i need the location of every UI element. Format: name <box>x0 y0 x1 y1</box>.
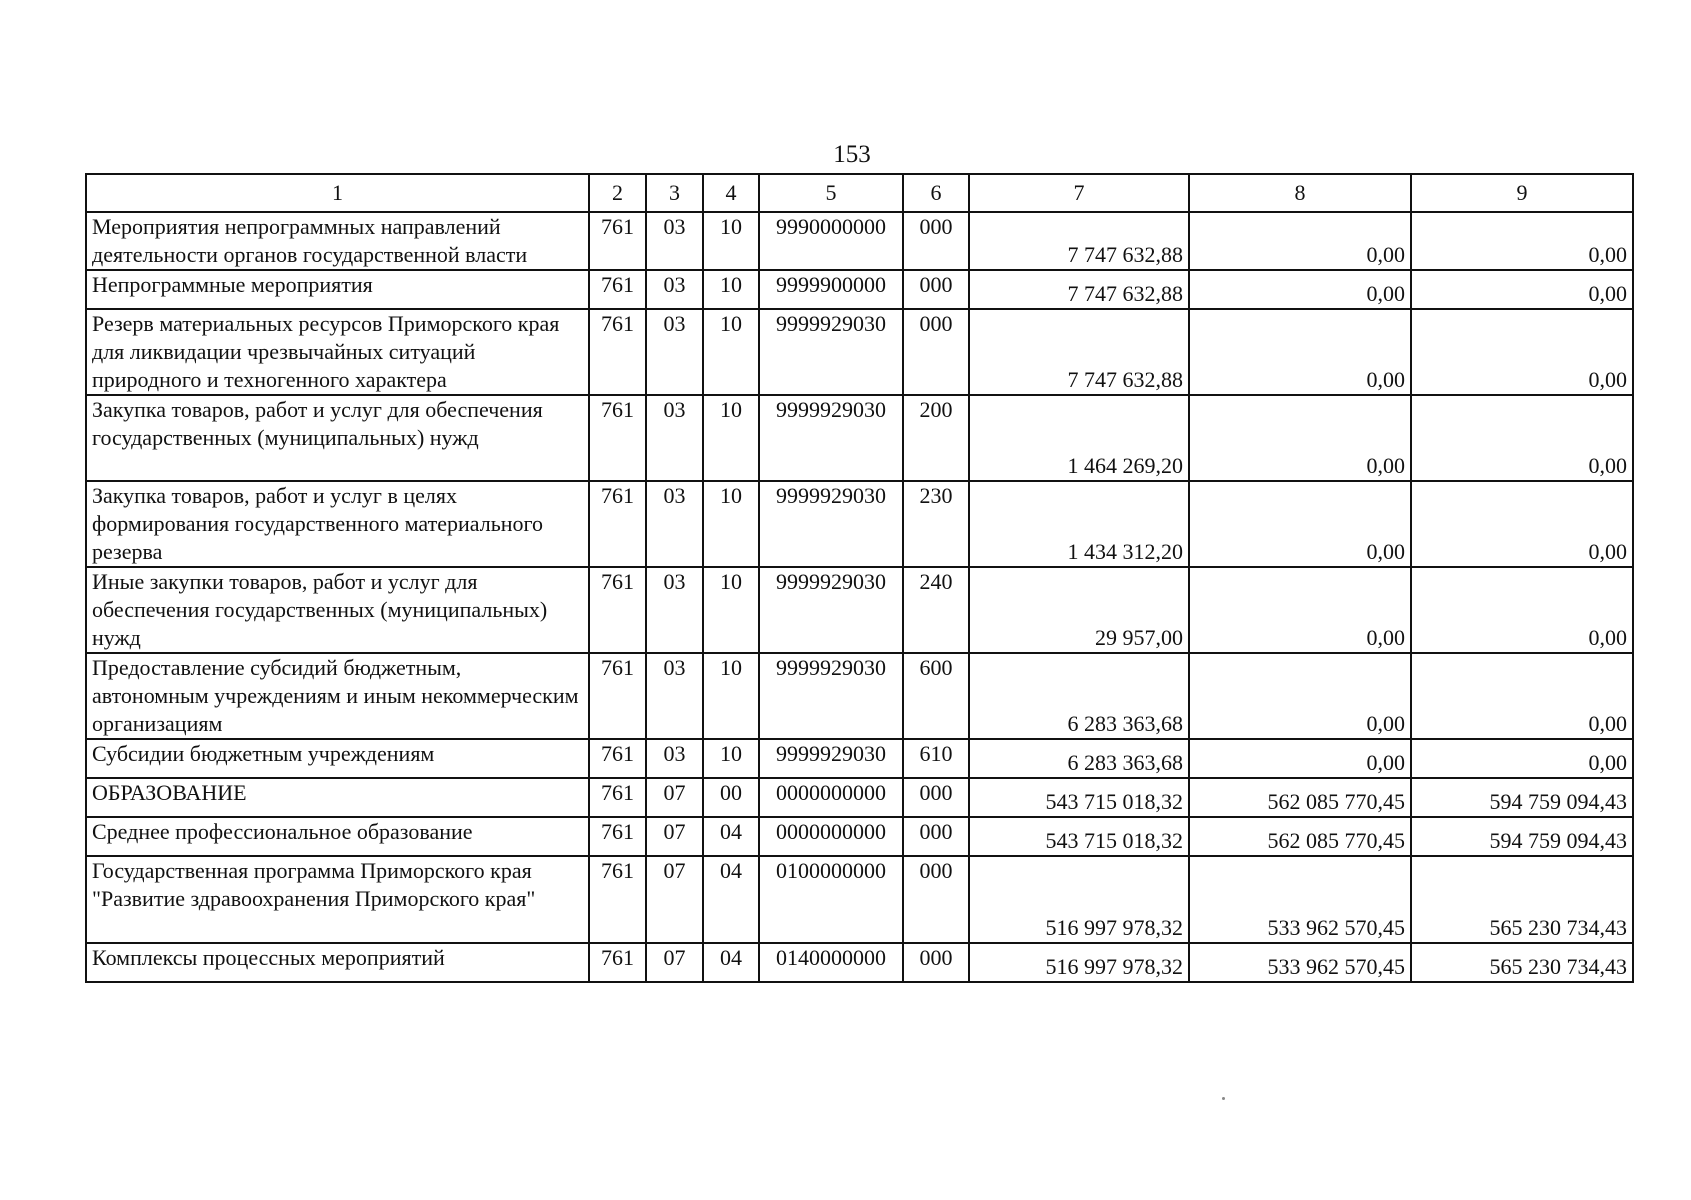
code-cell: 600 <box>903 653 969 739</box>
header-col-3: 3 <box>646 174 703 212</box>
code-cell: 10 <box>703 395 759 481</box>
amount-cell: 562 085 770,45 <box>1189 817 1411 856</box>
code-cell: 761 <box>589 212 646 270</box>
amount-cell: 543 715 018,32 <box>969 817 1189 856</box>
code-cell: 000 <box>903 212 969 270</box>
amount-cell: 0,00 <box>1411 481 1633 567</box>
row-name-cell: Резерв материальных ресурсов Приморского края для ликвидации чрезвычайных ситуаций природного и техногенного характера <box>86 309 589 395</box>
amount-cell: 29 957,00 <box>969 567 1189 653</box>
amount-cell: 0,00 <box>1411 653 1633 739</box>
code-cell: 04 <box>703 856 759 943</box>
code-cell: 04 <box>703 817 759 856</box>
row-name-cell: Среднее профессиональное образование <box>86 817 589 856</box>
header-row <box>86 174 1633 212</box>
code-cell: 07 <box>646 817 703 856</box>
row-name-cell: Субсидии бюджетным учреждениям <box>86 739 589 778</box>
header-col-8: 8 <box>1189 174 1411 212</box>
code-cell: 10 <box>703 567 759 653</box>
page-number: 153 <box>833 141 871 168</box>
table-row <box>86 567 1633 653</box>
header-col-2: 2 <box>589 174 646 212</box>
header-col-9: 9 <box>1411 174 1633 212</box>
amount-cell: 0,00 <box>1189 481 1411 567</box>
code-cell: 761 <box>589 817 646 856</box>
header-col-7: 7 <box>969 174 1189 212</box>
code-cell: 07 <box>646 778 703 817</box>
amount-cell: 516 997 978,32 <box>969 943 1189 982</box>
amount-cell: 543 715 018,32 <box>969 778 1189 817</box>
code-cell: 9999900000 <box>759 270 903 309</box>
code-cell: 00 <box>703 778 759 817</box>
code-cell: 240 <box>903 567 969 653</box>
amount-cell: 7 747 632,88 <box>969 309 1189 395</box>
code-cell: 761 <box>589 481 646 567</box>
amount-cell: 594 759 094,43 <box>1411 778 1633 817</box>
amount-cell: 0,00 <box>1411 739 1633 778</box>
amount-cell: 0,00 <box>1411 309 1633 395</box>
table-row <box>86 653 1633 739</box>
code-cell: 04 <box>703 943 759 982</box>
amount-cell: 533 962 570,45 <box>1189 943 1411 982</box>
code-cell: 03 <box>646 481 703 567</box>
budget-table <box>85 173 1634 983</box>
code-cell: 07 <box>646 856 703 943</box>
code-cell: 07 <box>646 943 703 982</box>
row-name-cell: Предоставление субсидий бюджетным, автономным учреждениям и иным некоммерческим организациям <box>86 653 589 739</box>
amount-cell: 0,00 <box>1189 567 1411 653</box>
amount-cell: 6 283 363,68 <box>969 739 1189 778</box>
row-name-cell: Непрограммные мероприятия <box>86 270 589 309</box>
scan-speck <box>1222 1097 1225 1100</box>
amount-cell: 1 434 312,20 <box>969 481 1189 567</box>
code-cell: 200 <box>903 395 969 481</box>
amount-cell: 565 230 734,43 <box>1411 943 1633 982</box>
table-row <box>86 481 1633 567</box>
amount-cell: 594 759 094,43 <box>1411 817 1633 856</box>
code-cell: 761 <box>589 778 646 817</box>
code-cell: 10 <box>703 481 759 567</box>
amount-cell: 0,00 <box>1189 309 1411 395</box>
code-cell: 761 <box>589 653 646 739</box>
amount-cell: 0,00 <box>1189 653 1411 739</box>
code-cell: 000 <box>903 856 969 943</box>
code-cell: 10 <box>703 739 759 778</box>
table-row <box>86 212 1633 270</box>
amount-cell: 7 747 632,88 <box>969 270 1189 309</box>
code-cell: 761 <box>589 309 646 395</box>
table-row <box>86 270 1633 309</box>
code-cell: 0100000000 <box>759 856 903 943</box>
code-cell: 9999929030 <box>759 309 903 395</box>
code-cell: 9990000000 <box>759 212 903 270</box>
amount-cell: 0,00 <box>1189 212 1411 270</box>
row-name-cell: Государственная программа Приморского края "Развитие здравоохранения Приморского края" <box>86 856 589 943</box>
code-cell: 000 <box>903 309 969 395</box>
code-cell: 9999929030 <box>759 653 903 739</box>
code-cell: 000 <box>903 270 969 309</box>
code-cell: 761 <box>589 567 646 653</box>
table-row <box>86 395 1633 481</box>
code-cell: 0000000000 <box>759 817 903 856</box>
code-cell: 03 <box>646 309 703 395</box>
amount-cell: 7 747 632,88 <box>969 212 1189 270</box>
row-name-cell: ОБРАЗОВАНИЕ <box>86 778 589 817</box>
code-cell: 10 <box>703 212 759 270</box>
amount-cell: 565 230 734,43 <box>1411 856 1633 943</box>
table-row <box>86 943 1633 982</box>
code-cell: 761 <box>589 395 646 481</box>
amount-cell: 0,00 <box>1411 270 1633 309</box>
code-cell: 10 <box>703 270 759 309</box>
amount-cell: 0,00 <box>1411 567 1633 653</box>
code-cell: 761 <box>589 739 646 778</box>
header-col-4: 4 <box>703 174 759 212</box>
code-cell: 10 <box>703 653 759 739</box>
table-row <box>86 856 1633 943</box>
code-cell: 0000000000 <box>759 778 903 817</box>
row-name-cell: Мероприятия непрограммных направлений деятельности органов государственной власти <box>86 212 589 270</box>
code-cell: 610 <box>903 739 969 778</box>
amount-cell: 0,00 <box>1189 395 1411 481</box>
code-cell: 03 <box>646 653 703 739</box>
row-name-cell: Закупка товаров, работ и услуг в целях формирования государственного материального резерва <box>86 481 589 567</box>
code-cell: 000 <box>903 817 969 856</box>
code-cell: 9999929030 <box>759 567 903 653</box>
amount-cell: 533 962 570,45 <box>1189 856 1411 943</box>
code-cell: 10 <box>703 309 759 395</box>
header-col-5: 5 <box>759 174 903 212</box>
row-name-cell: Иные закупки товаров, работ и услуг для обеспечения государственных (муниципальных) нужд <box>86 567 589 653</box>
table-row <box>86 739 1633 778</box>
amount-cell: 516 997 978,32 <box>969 856 1189 943</box>
code-cell: 03 <box>646 270 703 309</box>
table-row <box>86 817 1633 856</box>
table-row <box>86 309 1633 395</box>
code-cell: 9999929030 <box>759 395 903 481</box>
code-cell: 000 <box>903 943 969 982</box>
amount-cell: 0,00 <box>1189 739 1411 778</box>
amount-cell: 0,00 <box>1411 395 1633 481</box>
code-cell: 0140000000 <box>759 943 903 982</box>
amount-cell: 6 283 363,68 <box>969 653 1189 739</box>
code-cell: 761 <box>589 856 646 943</box>
code-cell: 230 <box>903 481 969 567</box>
row-name-cell: Комплексы процессных мероприятий <box>86 943 589 982</box>
row-name-cell: Закупка товаров, работ и услуг для обеспечения государственных (муниципальных) нужд <box>86 395 589 481</box>
code-cell: 03 <box>646 567 703 653</box>
amount-cell: 1 464 269,20 <box>969 395 1189 481</box>
table-row <box>86 778 1633 817</box>
code-cell: 03 <box>646 395 703 481</box>
code-cell: 9999929030 <box>759 739 903 778</box>
code-cell: 761 <box>589 270 646 309</box>
header-col-6: 6 <box>903 174 969 212</box>
amount-cell: 0,00 <box>1411 212 1633 270</box>
amount-cell: 0,00 <box>1189 270 1411 309</box>
code-cell: 761 <box>589 943 646 982</box>
code-cell: 9999929030 <box>759 481 903 567</box>
code-cell: 03 <box>646 739 703 778</box>
header-col-1: 1 <box>86 174 589 212</box>
code-cell: 000 <box>903 778 969 817</box>
code-cell: 03 <box>646 212 703 270</box>
amount-cell: 562 085 770,45 <box>1189 778 1411 817</box>
